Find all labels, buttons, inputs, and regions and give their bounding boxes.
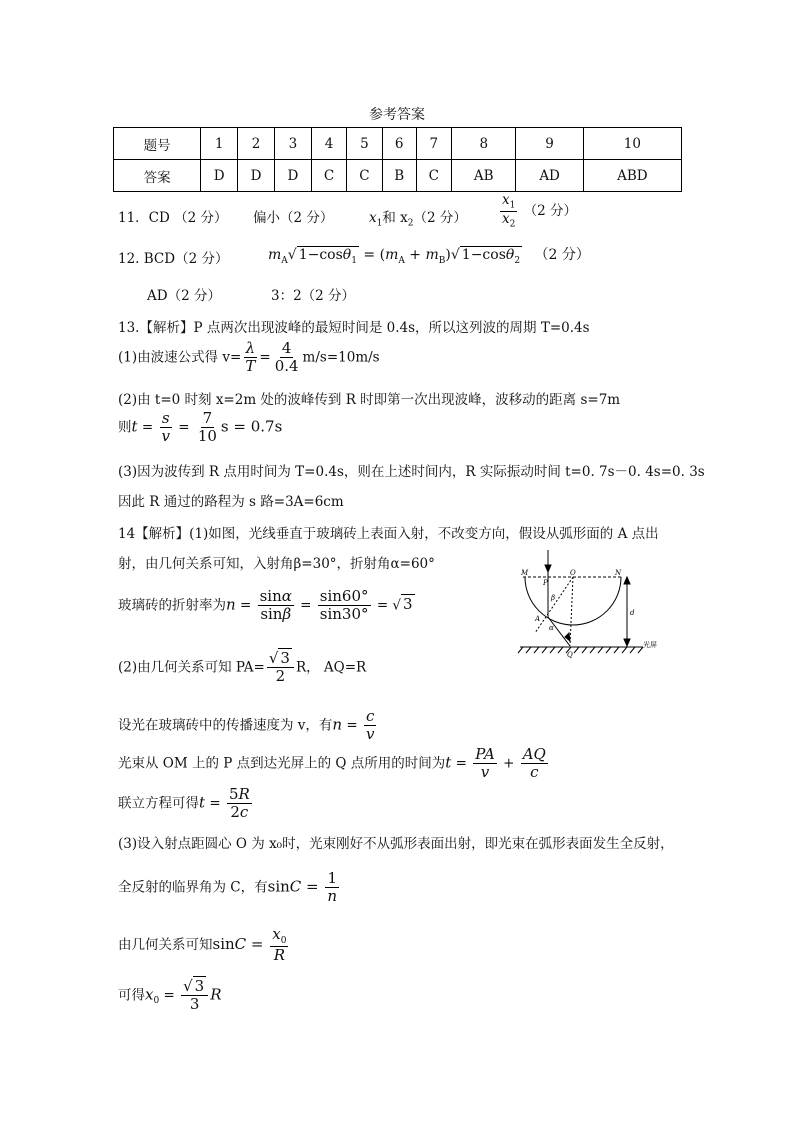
q13-line2: (1)由波速公式得 v= $\frac{\lambda}{T}$ = $\frac{4}{0.4}$ m/s=10m/s (118, 339, 380, 376)
table-cell: C (416, 160, 451, 192)
optics-diagram (515, 545, 665, 660)
label-p: P (543, 579, 548, 587)
table-cell: 8 (452, 128, 516, 160)
q13-line5: (3)因为波传到 R 点用时间为 T=0.4s，则在上述时间内，R 实际振动时间 t=0. 7s－0. 4s=0. 3s (118, 464, 705, 480)
q14-line8: (3)设入射点距圆心 O 为 x₀时，光束刚好不从弧形表面出射，即光束在弧形表面发生全反射， (118, 836, 674, 852)
q13-line1: 13.【解析】P 点两次出现波峰的最短时间是 0.4s，所以这列波的周期 T=0.4s (118, 320, 590, 336)
q14-line2: 射，由几何关系可知，入射角β=30°，折射角α=60° (118, 556, 435, 572)
q13-line4: 则t = $\frac{s}{v}$ = $\frac{7}{10}$ s = 0.7s (118, 409, 283, 446)
table-cell: AD (516, 160, 583, 192)
table-cell: C (311, 160, 346, 192)
q11-score: （2 分） (174, 210, 228, 226)
label-o: O (570, 569, 576, 577)
q11-fraction: $\frac{x_1}{x_2}$ （2 分） (502, 192, 578, 230)
table-cell: C (347, 160, 382, 192)
q12-line: 12. BCD（2 分） (118, 251, 229, 267)
q11-line (118, 206, 228, 226)
table-cell: 6 (382, 128, 416, 160)
table-cell: D (275, 160, 312, 192)
table-cell: D (238, 160, 275, 192)
q14-line1: 14【解析】(1)如图，光线垂直于玻璃砖上表面入射，不改变方向，假设从弧形面的 A 点出 (118, 526, 659, 542)
q14-line7: 联立方程可得t = $\frac{5R}{2c}$ (118, 785, 250, 822)
table-row (114, 128, 682, 160)
table-cell: 4 (311, 128, 346, 160)
label-q: Q (567, 651, 573, 659)
label-screen: 光屏 (643, 641, 657, 649)
q11-part2: 偏小（2 分） (253, 210, 334, 226)
q14-line3: 玻璃砖的折射率为n = $\frac{\sin\alpha}{\sin\beta}$ = $\frac{\sin 60^\circ}{\sin 30^\circ}$ = √ 3 (118, 587, 413, 624)
header-cell: 答案 (114, 160, 201, 192)
q14-line6: 光束从 OM 上的 P 点到达光屏上的 Q 点所用的时间为t = $\frac{PA}{v}$ + $\frac{AQ}{c}$ (118, 745, 546, 782)
table-cell: D (201, 160, 238, 192)
table-cell: AB (452, 160, 516, 192)
table-cell: 7 (416, 128, 451, 160)
label-m: M (521, 569, 529, 577)
label-n: N (615, 569, 622, 577)
table-cell: 10 (583, 128, 681, 160)
label-alpha: α (549, 624, 554, 632)
table-cell: 5 (347, 128, 382, 160)
answer-table (113, 127, 682, 192)
q11-part3: $x_1$和 $x_2(2$ 分） (369, 210, 467, 229)
label-d: d (630, 609, 635, 617)
q12-formula: $m_A√$ $1-\cos\theta_1 = (m_A + m_B)√$ 1−cosθ$_2$ （2 分） (268, 247, 590, 266)
table-cell: ABD (583, 160, 681, 192)
table-cell: 3 (275, 128, 312, 160)
table-cell: 1 (201, 128, 238, 160)
q14-line5: 设光在玻璃砖中的传播速度为 v，有n = $\frac{c}{v}$ (118, 707, 375, 744)
header-cell: 题号 (114, 128, 201, 160)
table-cell: 9 (516, 128, 583, 160)
q12-line2: AD（2 分） (147, 288, 221, 304)
q12-ratio: 3：2（2 分） (271, 288, 356, 304)
q14-line9: 全反射的临界角为 C，有sinC = $\frac{1}{n}$ (118, 869, 338, 906)
page-title: 参考答案 (369, 107, 425, 123)
table-cell: B (382, 160, 416, 192)
q14-line11: 可得$x_0$ = $\frac{√ 3}{3}$ R (118, 977, 222, 1014)
q14-line4: (2)由几何关系可知 PA= $\frac{√ 3}{2}$ R， AQ=R (118, 649, 367, 686)
table-cell: 2 (238, 128, 275, 160)
label-a: A (535, 615, 541, 623)
q13-line3: (2)由 t=0 时刻 x=2m 处的波峰传到 R 时即第一次出现波峰，波移动的距离 s=7m (118, 392, 621, 408)
table-row (114, 160, 682, 192)
q14-line10: 由几何关系可知sinC = $\frac{x_0}{R}$ (118, 925, 287, 965)
label-beta: β (551, 594, 556, 602)
q13-line6: 因此 R 通过的路程为 s 路=3A=6cm (118, 494, 344, 510)
q11-answer: 11．CD (118, 210, 170, 226)
